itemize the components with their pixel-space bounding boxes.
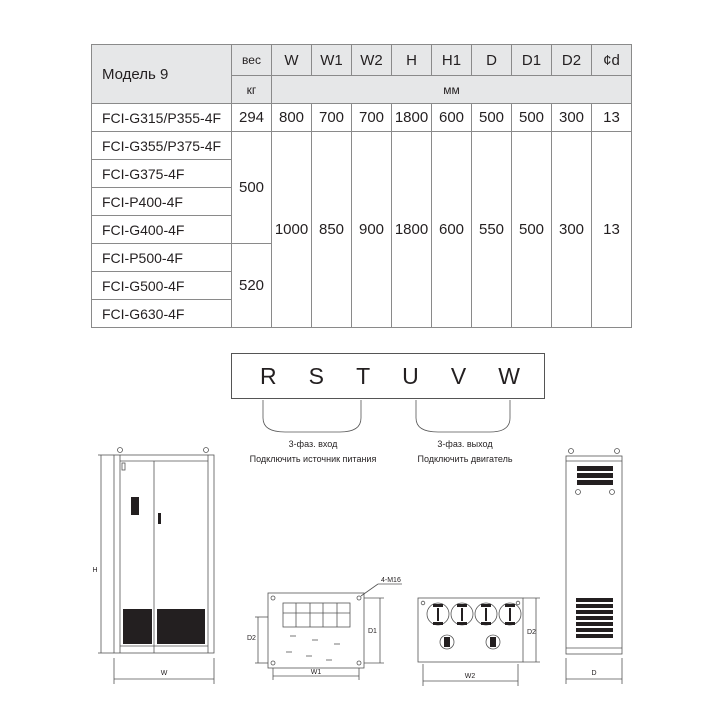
dim-unit: мм	[272, 76, 632, 104]
terminal-v: V	[450, 362, 467, 389]
dim-header-h1: H1	[432, 45, 472, 76]
dim-cell: 1000	[272, 132, 312, 328]
dim-cell: 300	[552, 104, 592, 132]
terminal-w: W	[498, 362, 520, 389]
dim-label-w2: W2	[464, 673, 476, 680]
dim-label-w1: W1	[310, 669, 322, 676]
dim-cell: 600	[432, 104, 472, 132]
mount-view-drawing	[255, 584, 402, 680]
dim-cell: 900	[352, 132, 392, 328]
dim-cell: 850	[312, 132, 352, 328]
weight-header: вес	[232, 45, 272, 76]
dim-header-w2: W2	[352, 45, 392, 76]
dim-header-bolt-diameter: ¢d	[592, 45, 632, 76]
dim-cell: 800	[272, 104, 312, 132]
weight-cell: 520	[232, 244, 272, 328]
dim-label-d2-right: D2	[527, 629, 536, 636]
dim-cell: 13	[592, 132, 632, 328]
model-cell: FCI-G375-4F	[92, 160, 232, 188]
model-cell: FCI-G355/P375-4F	[92, 132, 232, 160]
model-header: Модель 9	[92, 45, 232, 104]
dim-cell: 500	[512, 104, 552, 132]
top-view-drawing	[418, 598, 540, 686]
input-bracket	[263, 400, 361, 432]
model-cell: FCI-G315/P355-4F	[92, 104, 232, 132]
dim-label-h: H	[92, 567, 98, 574]
model-cell: FCI-P500-4F	[92, 244, 232, 272]
terminal-u: U	[402, 362, 419, 389]
terminal-t: T	[356, 362, 371, 389]
front-view-drawing	[98, 448, 214, 685]
terminal-r: R	[260, 362, 277, 389]
input-label: 3-фаз. вход	[288, 439, 338, 449]
dim-cell: 600	[432, 132, 472, 328]
weight-cell: 500	[232, 132, 272, 244]
dim-label-d1: D1	[368, 628, 377, 635]
output-bracket	[416, 400, 510, 432]
dim-cell: 13	[592, 104, 632, 132]
dim-header-d2: D2	[552, 45, 592, 76]
dim-cell: 1800	[392, 132, 432, 328]
dim-header-d: D	[472, 45, 512, 76]
output-desc: Подключить двигатель	[417, 454, 513, 464]
model-cell: FCI-G500-4F	[92, 272, 232, 300]
dim-label-bolt: 4-M16	[381, 577, 401, 584]
dim-header-h: H	[392, 45, 432, 76]
dim-label-w: W	[160, 670, 168, 677]
terminal-bars	[433, 604, 515, 647]
dim-header-w1: W1	[312, 45, 352, 76]
dim-label-d2-left: D2	[247, 635, 256, 642]
model-cell: FCI-G400-4F	[92, 216, 232, 244]
output-label: 3-фаз. выход	[437, 439, 493, 449]
terminal-s: S	[308, 362, 325, 389]
dim-cell: 700	[352, 104, 392, 132]
dim-cell: 300	[552, 132, 592, 328]
dim-cell: 1800	[392, 104, 432, 132]
dim-label-d: D	[591, 670, 597, 677]
dim-cell: 700	[312, 104, 352, 132]
weight-cell: 294	[232, 104, 272, 132]
input-desc: Подключить источник питания	[249, 454, 377, 464]
side-vents	[576, 466, 613, 638]
dim-cell: 500	[472, 104, 512, 132]
dim-cell: 500	[512, 132, 552, 328]
model-cell: FCI-P400-4F	[92, 188, 232, 216]
dim-header-w: W	[272, 45, 312, 76]
model-cell: FCI-G630-4F	[92, 300, 232, 328]
dim-header-d1: D1	[512, 45, 552, 76]
weight-unit: кг	[232, 76, 272, 104]
dim-cell: 550	[472, 132, 512, 328]
